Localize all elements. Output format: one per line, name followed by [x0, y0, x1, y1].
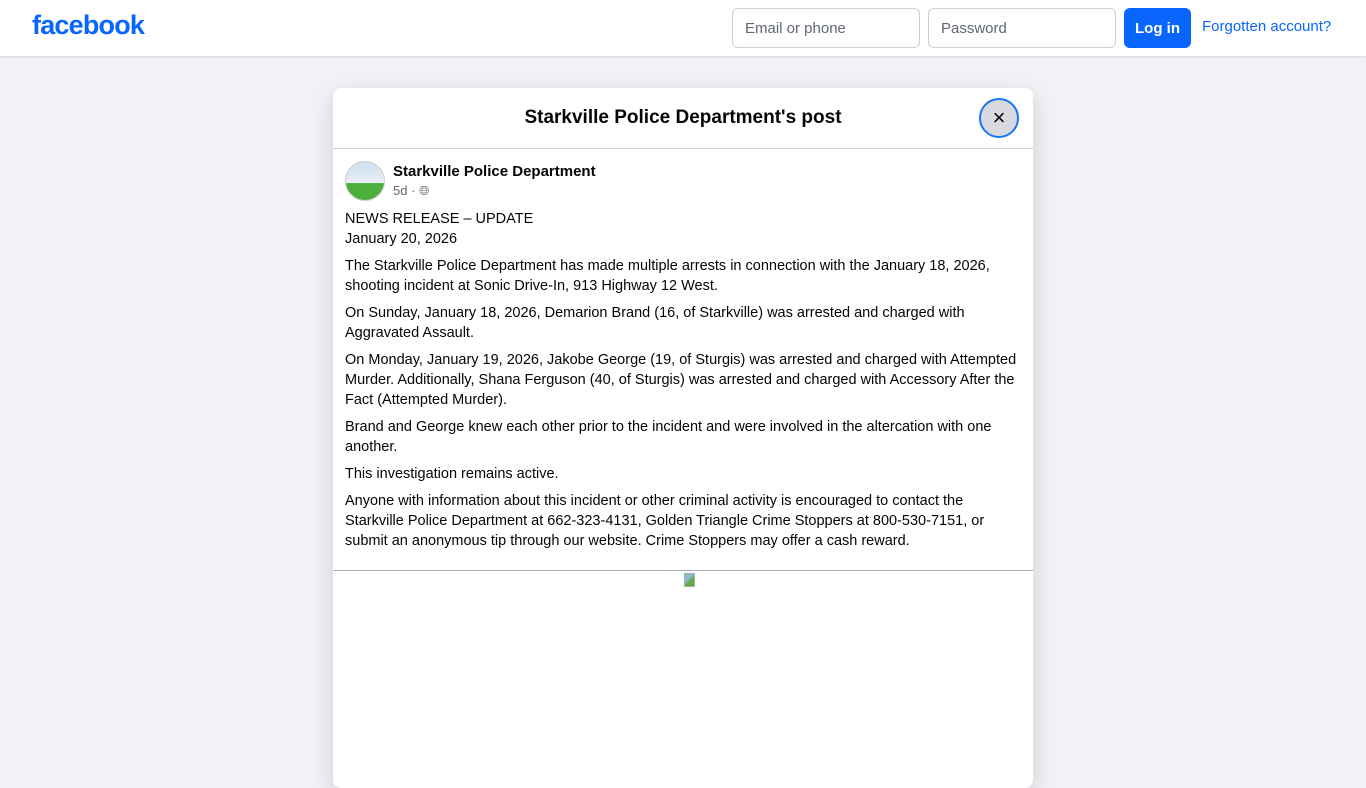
email-input[interactable]	[732, 8, 920, 48]
post-paragraph: Anyone with information about this incident or other criminal activity is encouraged to contact the Starkville Police Department at 662-323-4131, Golden Triangle Crime Stoppers at 800-530-7151, or submit an anonymous tip through our website. Crime Stoppers may offer a cash reward.	[345, 493, 985, 549]
dialog-title: Starkville Police Department's post	[524, 107, 842, 128]
top-bar	[0, 0, 1366, 56]
post-paragraph: The Starkville Police Department has made multiple arrests in connection with the January 18, 2026, shooting incident at Sonic Drive-In, 913 Highway 12 West.	[345, 258, 990, 294]
post-paragraph: Brand and George knew each other prior to the incident and were involved in the altercation with one another.	[345, 419, 992, 455]
post-body	[333, 203, 1033, 570]
facebook-logo[interactable]: facebook	[32, 10, 145, 40]
post-meta	[393, 183, 429, 199]
post-image-area	[333, 570, 1033, 780]
forgotten-account-link[interactable]: Forgotten account?	[1202, 18, 1332, 35]
post-date: January 20, 2026	[345, 231, 458, 247]
post-dialog	[333, 88, 1033, 788]
password-input[interactable]	[928, 8, 1116, 48]
dialog-header	[333, 88, 1033, 149]
post-heading: NEWS RELEASE – UPDATE	[345, 211, 534, 227]
globe-icon: 🌐︎	[419, 183, 430, 198]
post-paragraph: This investigation remains active.	[345, 466, 559, 482]
login-button[interactable]: Log in	[1124, 8, 1191, 48]
close-icon[interactable]: ×	[979, 98, 1019, 138]
avatar[interactable]	[345, 161, 385, 201]
post-paragraph: On Sunday, January 18, 2026, Demarion Brand (16, of Starkville) was arrested and charged with Aggravated Assault.	[345, 305, 965, 341]
post-time[interactable]: 5d	[393, 183, 408, 198]
post-author	[333, 149, 1033, 203]
author-name[interactable]: Starkville Police Department	[393, 163, 596, 180]
post-paragraph: On Monday, January 19, 2026, Jakobe George (19, of Sturgis) was arrested and charged with Attempted Murder. Additionally, Shana Ferguson (40, of Sturgis) was arrested and charged with Accessory After the Fact (Attempted Murder).	[345, 352, 1017, 408]
broken-image-icon[interactable]	[684, 573, 695, 587]
separator: ·	[407, 183, 420, 198]
